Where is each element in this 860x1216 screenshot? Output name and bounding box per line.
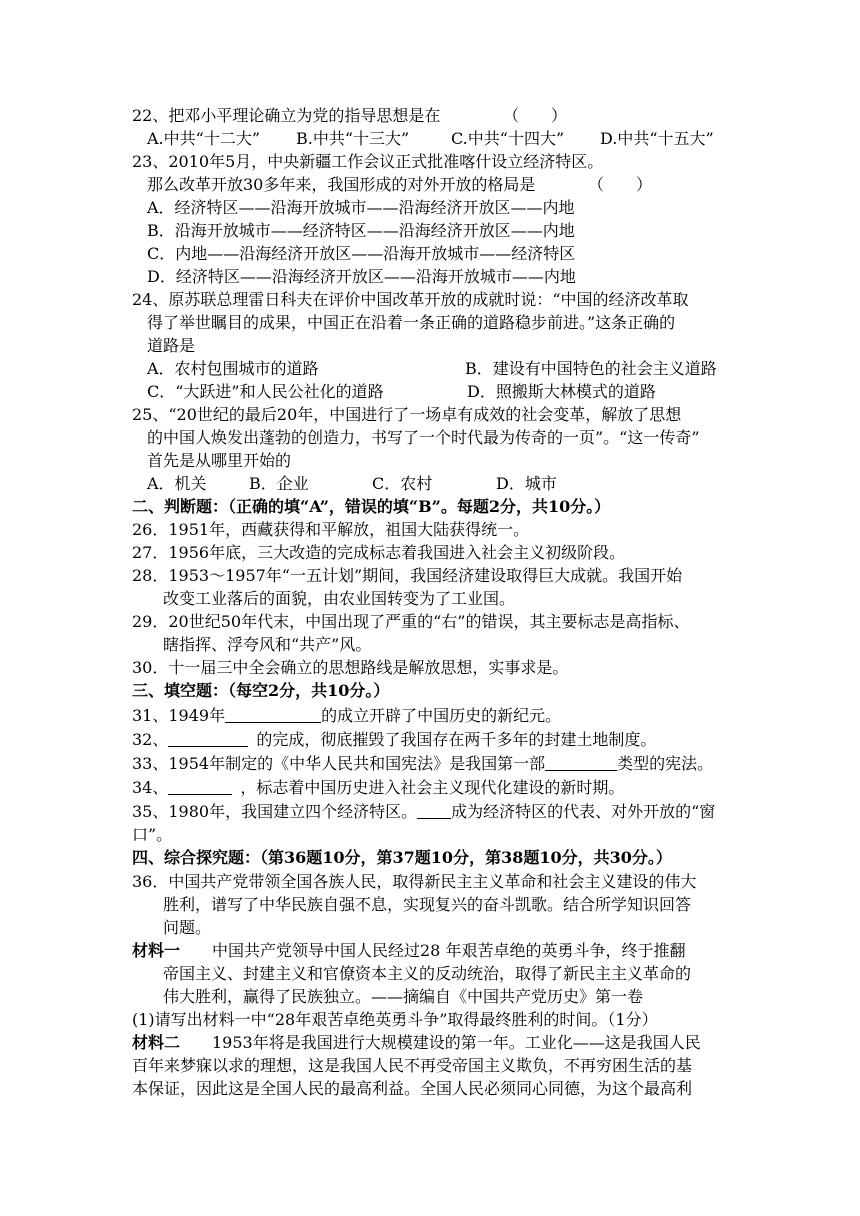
q27: 27．1956年底，三大改造的完成标志着我国进入社会主义初级阶段。 — [132, 543, 626, 562]
q24-line-1: 24、原苏联总理雷日科夫在评价中国改革开放的成就时说：“中国的经济改革取 — [132, 290, 689, 309]
q33-answer-blank[interactable] — [545, 754, 617, 771]
q23-option-c: C．内地——沿海经济开放区——沿海开放城市——经济特区 — [147, 244, 576, 263]
q24-option-c: C．“大跃进”和人民公社化的道路 — [147, 382, 384, 401]
q28-line-1: 28．1953～1957年“一五计划”期间，我国经济建设取得巨大成就。我国开始 — [132, 566, 683, 585]
q29-line-1: 29．20世纪50年代末，中国出现了严重的“右”的错误，其主要标志是高指标、 — [132, 612, 690, 631]
q32-answer-blank[interactable] — [168, 730, 248, 747]
q25-option-c: C．农村 — [372, 474, 433, 493]
q31-suffix: 的成立开辟了中国历史的新纪元。 — [321, 706, 562, 725]
sub-question-1: (1)请写出材料一中“28年艰苦卓绝英勇斗争”取得最终胜利的时间。（1分） — [132, 1010, 658, 1029]
q32 — [132, 729, 656, 751]
q36-line-1: 36．中国共产党带领全国各族人民，取得新民主主义革命和社会主义建设的伟大 — [132, 872, 697, 891]
q22-option-c: C.中共“十四大” — [451, 129, 565, 148]
q35-suffix: 成为经济特区的代表、对外开放的“窗 — [451, 802, 716, 821]
q23-option-a: A．经济特区——沿海开放城市——沿海经济开放区——内地 — [147, 198, 575, 217]
q23-option-d: D．经济特区——沿海经济开放区——沿海开放城市——内地 — [147, 267, 576, 286]
q23-stem-2: 那么改革开放30多年来，我国形成的对外开放的格局是 — [147, 175, 536, 194]
q22-option-a: A.中共“十二大” — [147, 129, 261, 148]
q29-line-2: 瞎指挥、浮夸风和“共产”风。 — [163, 635, 372, 654]
q32-prefix: 32、 — [132, 730, 169, 749]
q24-option-b: B．建设有中国特色的社会主义道路 — [465, 359, 717, 378]
material-1-line-3: 伟大胜利，赢得了民族独立。——摘编自《中国共产党历史》第一卷 — [163, 987, 644, 1006]
q25-line-1: 25、“20世纪的最后20年，中国进行了一场卓有成效的社会变革，解放了思想 — [132, 405, 682, 424]
material-2-label: 材料二 — [132, 1033, 181, 1052]
section-2-heading: 二、判断题：（正确的填“A”，错误的填“B”。每题2分，共10分。） — [132, 497, 611, 516]
q25-line-2: 的中国人焕发出蓬勃的创造力，书写了一个时代最为传奇的一页”。“这一传奇” — [147, 428, 700, 447]
q24-line-3: 道路是 — [147, 336, 196, 355]
q31-prefix: 31、1949年 — [132, 706, 226, 725]
q22-paren: （ ） — [503, 106, 568, 125]
material-2-line-2: 百年来梦寐以求的理想，这是我国人民不再受帝国主义欺负，不再穷困生活的基 — [132, 1056, 693, 1075]
q32-suffix: 的完成，彻底摧毁了我国存在两千多年的封建土地制度。 — [256, 730, 657, 749]
q34 — [132, 777, 624, 799]
q33-prefix: 33、1954年制定的《中华人民共和国宪法》是我国第一部 — [132, 754, 546, 773]
q23-stem: 23、2010年5月，中央新疆工作会议正式批准喀什设立经济特区。 — [132, 152, 604, 171]
q33-suffix: 类型的宪法。 — [617, 754, 714, 773]
q22-option-b: B.中共“十三大” — [296, 129, 410, 148]
q24-option-a: A．农村包围城市的道路 — [147, 359, 319, 378]
q35-line-2: 口”。 — [132, 825, 173, 844]
section-4-heading: 四、综合探究题：（第36题10分，第37题10分，第38题10分，共30分。） — [132, 848, 672, 867]
q25-option-b: B．企业 — [249, 474, 309, 493]
q34-answer-blank[interactable] — [168, 778, 232, 795]
q22-stem: 22、把邓小平理论确立为党的指导思想是在 — [132, 106, 441, 125]
q25-option-a: A．机关 — [147, 474, 207, 493]
q34-suffix: ，标志着中国历史进入社会主义现代化建设的新时期。 — [240, 778, 625, 797]
material-1-line-1: 中国共产党领导中国人民经过28 年艰苦卓绝的英勇斗争，终于推翻 — [212, 941, 686, 960]
q36-line-3: 问题。 — [163, 918, 212, 937]
q30: 30．十一届三中全会确立的思想路线是解放思想，实事求是。 — [132, 658, 569, 677]
q36-line-2: 胜利，谱写了中华民族自强不息，实现复兴的奋斗凯歌。结合所学知识回答 — [163, 895, 692, 914]
q23-option-b: B．沿海开放城市——经济特区——沿海经济开放区——内地 — [147, 221, 575, 240]
section-3-heading: 三、填空题：（每空2分，共10分。） — [132, 681, 390, 700]
q31 — [132, 705, 561, 727]
q35-answer-blank[interactable] — [417, 802, 451, 819]
material-1-line-2: 帝国主义、封建主义和官僚资本主义的反动统治，取得了新民主主义革命的 — [163, 964, 692, 983]
q24-line-2: 得了举世瞩目的成果，中国正在沿着一条正确的道路稳步前进。”这条正确的 — [147, 313, 676, 332]
q35 — [132, 801, 715, 823]
q23-paren: （ ） — [588, 175, 653, 194]
q28-line-2: 改变工业落后的面貌，由农业国转变为了工业国。 — [163, 589, 516, 608]
q34-prefix: 34、 — [132, 778, 169, 797]
q24-option-d: D．照搬斯大林模式的道路 — [467, 382, 656, 401]
q25-line-3: 首先是从哪里开始的 — [147, 451, 292, 470]
q26: 26．1951年，西藏获得和平解放，祖国大陆获得统一。 — [132, 520, 530, 539]
q22-option-d: D.中共“十五大” — [600, 129, 714, 148]
material-1-label: 材料一 — [132, 941, 181, 960]
material-2-line-1: 1953年将是我国进行大规模建设的第一年。工业化——这是我国人民 — [212, 1033, 701, 1052]
q25-option-d: D．城市 — [496, 474, 557, 493]
q31-answer-blank[interactable] — [225, 706, 321, 723]
q33 — [132, 753, 713, 775]
q35-prefix: 35、1980年，我国建立四个经济特区。 — [132, 802, 418, 821]
material-2-line-3: 本保证，因此这是全国人民的最高利益。全国人民必须同心同德，为这个最高利 — [132, 1079, 693, 1098]
